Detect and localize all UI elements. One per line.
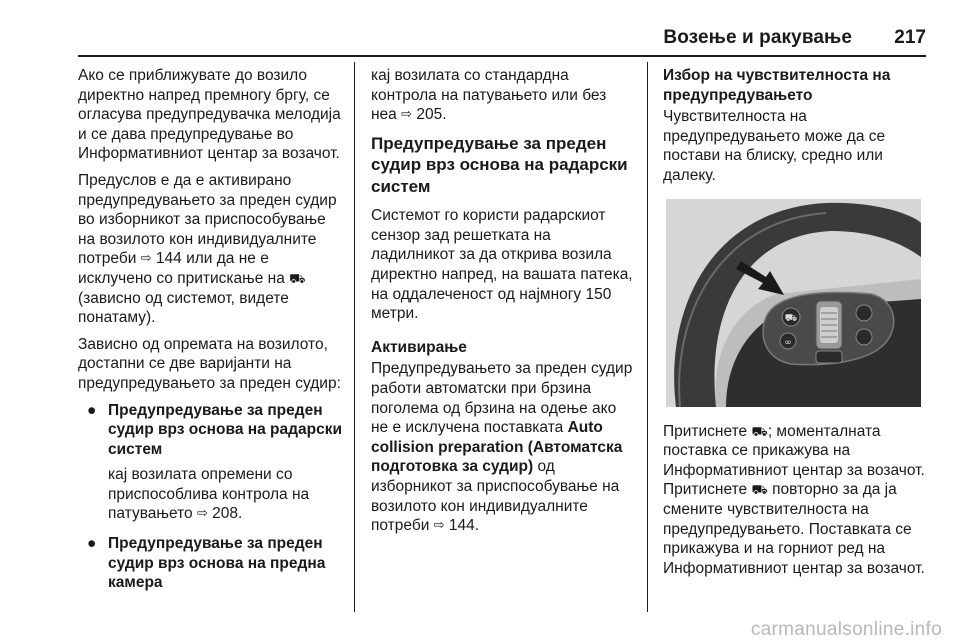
paragraph: Ако се приближувате до возило директно напред премногу бргу, се огласува предупредувачка мелодија и се дава предупредување во Информативниот центар за возачот. [78,67,341,163]
steering-wheel-image [666,199,921,407]
paragraph [371,66,635,125]
text: Притиснете [663,422,752,440]
header-divider [78,55,926,57]
list-item-title: Предупредување за преден судир врз основа на радарски систем [108,401,342,458]
text: Предупредувањето за преден судир работи автоматски при брзина поголема од брзина на одење ако не е исклучена поставката [371,360,633,437]
column-3 [663,66,929,585]
paragraph [371,359,635,535]
subsection-heading: Активирање [371,338,467,356]
text: или да не е исклучено со притискање на [78,250,290,287]
reference-arrow-icon: ⇨ [401,106,413,122]
list-item-text [108,465,344,524]
paragraph: Системот го користи радарскиот сензор зад решетката на ладилникот за да открива возила директно напред, на вашата патека, на оддалеченост од најмногу 150 метри. [371,207,633,323]
column-divider-1 [354,62,355,612]
list-item [78,401,344,525]
chapter-title: Возење и ракување [663,27,852,48]
forward-collision-warning-icon: ⛟ [289,270,306,286]
page-reference: 208. [212,505,243,523]
text: од изборникот за приспособување на возилото кон индивидуалните потреби [371,458,620,535]
text: ; моменталната поставка се прикажува на Информативниот центар за возачот. Притиснете [663,422,925,499]
svg-text:∞: ∞ [784,337,792,348]
setting-name: Auto collision preparation (Автоматска подготовка за судир) [371,419,623,476]
text: кај возилата опремени со приспособлива контрола на патувањето [108,466,310,523]
reference-arrow-icon: ⇨ [140,250,152,266]
paragraph [78,171,344,328]
svg-text:⛟: ⛟ [784,312,798,324]
text: Предуслов е да е активирано предупредувањето за преден судир во изборникот за приспособување на возилото кон индивидуалните потреби [78,171,337,268]
vehicle-gap-icon: ⛟ [751,423,768,439]
list-item-title: Предупредување за преден судир врз основа на предна камера [108,535,326,592]
vehicle-gap-icon: ⛟ [751,482,768,498]
bullet: ● [87,401,97,419]
page-header [78,26,926,56]
paragraph: Чувствителноста на предупредувањето може да се постави на блиску, средно или далеку. [663,108,886,184]
column-2 [371,66,635,543]
section-heading: Избор на чувствителноста на предупредувањето [663,67,891,104]
page-reference: 144 [155,250,182,268]
paragraph: Зависно од опремата на возилото, достапни се две варијанти на предупредувањето за преден судир: [78,335,341,392]
text: (зависно од системот, видете понатаму). [78,289,289,327]
reference-arrow-icon: ⇨ [433,517,445,533]
page-reference: 205. [416,106,447,124]
bullet: ● [87,535,97,553]
text: повторно за да ја смените чувствителноста на предупредувањето. Поставката се прикажува и на горниот ред на Информативниот центар за возачот. [663,481,925,577]
list-item [78,534,344,593]
page-reference: 144. [448,517,480,535]
section-heading: Предупредување за преден судир врз основа на радарски систем [371,133,628,196]
steering-wheel-illustration [666,199,921,407]
column-1 [78,66,344,599]
text: кај возилата со стандардна контрола на патувањето или без неа [371,67,607,124]
page-number: 217 [894,27,926,48]
reference-arrow-icon: ⇨ [196,505,208,521]
watermark: carmanualsonline.info [750,619,942,641]
column-divider-2 [647,62,648,612]
paragraph [663,422,929,579]
